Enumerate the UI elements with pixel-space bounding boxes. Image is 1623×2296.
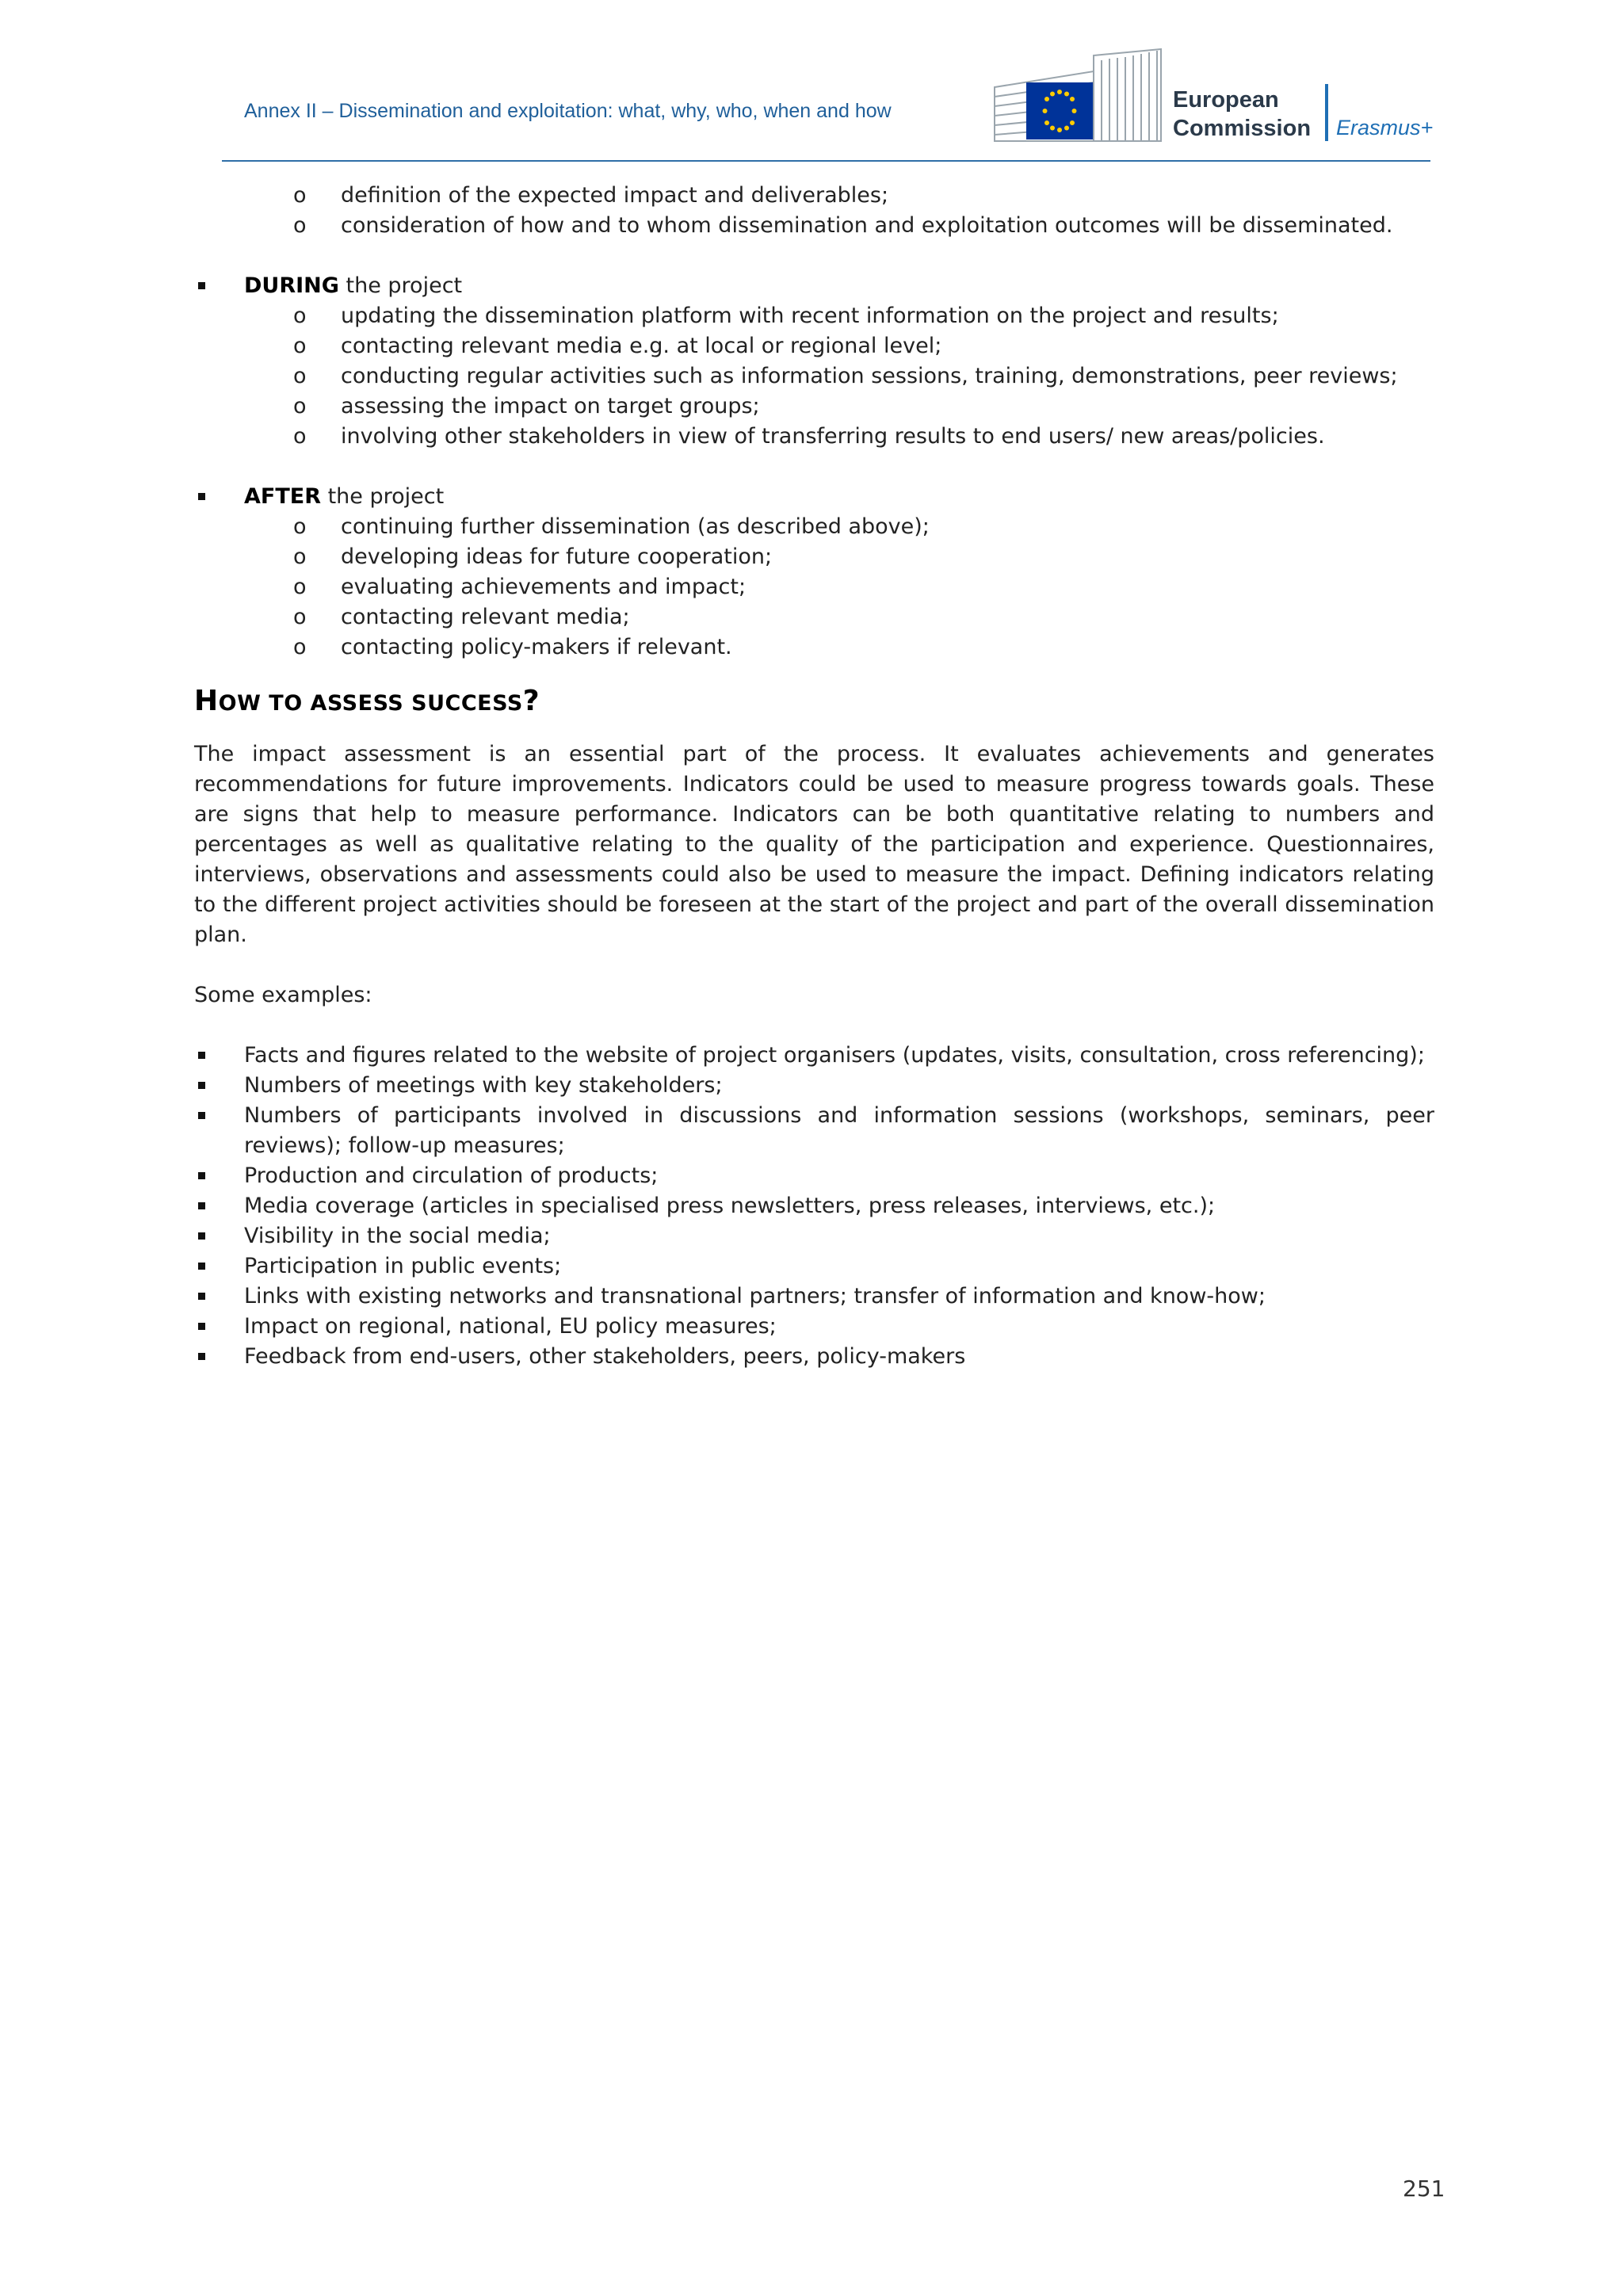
bullet-square-icon <box>198 282 205 289</box>
list-item: o developing ideas for future cooperation; <box>293 544 773 569</box>
european-commission-logo <box>983 48 1434 147</box>
bullet-square-icon <box>198 1232 205 1240</box>
list-item: Numbers of participants involved in discussions and information sessions (workshops, seminars, peer reviews); follow-up measures; <box>194 1101 1434 1161</box>
bullet-square-icon <box>198 1293 205 1300</box>
section-heading: HOW TO ASSESS SUCCESS? <box>194 685 540 717</box>
list-item: Visibility in the social media; <box>194 1221 1434 1251</box>
list-item: Links with existing networks and transnational partners; transfer of information and know-how; <box>194 1282 1434 1312</box>
bullet-square-icon <box>198 493 205 500</box>
logo-divider <box>1325 84 1328 141</box>
bullet-square-icon <box>198 1172 205 1179</box>
during-project-list <box>194 301 1434 452</box>
list-item: o continuing further dissemination (as described above); <box>293 514 930 539</box>
after-project-list <box>194 512 1434 663</box>
during-section: DURING the project <box>194 271 1434 301</box>
list-item: o contacting relevant media e.g. at local or regional level; <box>293 334 942 358</box>
bullet-square-icon <box>198 1082 205 1089</box>
after-section: AFTER the project <box>194 482 1434 512</box>
body-paragraph: The impact assessment is an essential part of the process. It evaluates achievements and generates recommendations for future improvements. Indicators could be used to measure progress towards goals. These are signs that help to measure performance. Indicators can be both quantitative relating to numbers and percentages as well as qualitative relating to the quality of the participation and experience. Questionnaires, interviews, observations and assessments could also be used to measure the impact. Defining indicators relating to the different project activities should be foreseen at the start of the project and part of the overall dissemination plan. <box>194 742 1434 947</box>
bullet-square-icon <box>198 1263 205 1270</box>
bullet-square-icon <box>198 1112 205 1119</box>
list-item: Numbers of meetings with key stakeholders; <box>194 1071 1434 1101</box>
bullet-square-icon <box>198 1052 205 1059</box>
european-commission-wordmark: European Commission <box>1173 87 1312 141</box>
list-item: Production and circulation of products; <box>194 1161 1434 1191</box>
page-header <box>222 48 1434 162</box>
page-number: 251 <box>1403 2176 1445 2202</box>
list-item: o involving other stakeholders in view of transferring results to end users/ new areas/policies. <box>293 424 1325 449</box>
list-item: o evaluating achievements and impact; <box>293 575 747 599</box>
header-rule <box>222 160 1430 162</box>
list-item: o contacting policy-makers if relevant. <box>293 635 732 659</box>
list-item: Participation in public events; <box>194 1251 1434 1282</box>
list-item: o consideration of how and to whom dissemination and exploitation outcomes will be disseminated. <box>293 213 1393 238</box>
bullet-square-icon <box>198 1323 205 1330</box>
list-item: o assessing the impact on target groups; <box>293 394 760 418</box>
erasmus-plus-wordmark: Erasmus+ <box>1336 116 1434 139</box>
before-project-list <box>194 181 1434 241</box>
list-item: o updating the dissemination platform with recent information on the project and results; <box>293 304 1279 328</box>
list-item: Media coverage (articles in specialised press newsletters, press releases, interviews, etc.); <box>194 1191 1434 1221</box>
bullet-square-icon <box>198 1353 205 1360</box>
header-title: Annex II – Dissemination and exploitation: what, why, who, when and how <box>244 100 892 122</box>
bullet-square-icon <box>198 1202 205 1209</box>
list-item: Impact on regional, national, EU policy measures; <box>194 1312 1434 1342</box>
list-item: o conducting regular activities such as information sessions, training, demonstrations, peer reviews; <box>293 364 1398 388</box>
list-item: Feedback from end-users, other stakeholders, peers, policy-makers <box>194 1342 1434 1372</box>
during-keyword: DURING <box>244 273 339 298</box>
list-item: o definition of the expected impact and deliverables; <box>293 183 889 208</box>
examples-list <box>194 1041 1434 1372</box>
examples-intro: Some examples: <box>194 983 372 1007</box>
list-item: Facts and figures related to the website of project organisers (updates, visits, consultation, cross referencing); <box>194 1041 1434 1071</box>
berlaymont-building-icon <box>983 48 1165 147</box>
after-keyword: AFTER <box>244 484 321 509</box>
page-content <box>194 181 1434 1372</box>
list-item: o contacting relevant media; <box>293 605 630 629</box>
